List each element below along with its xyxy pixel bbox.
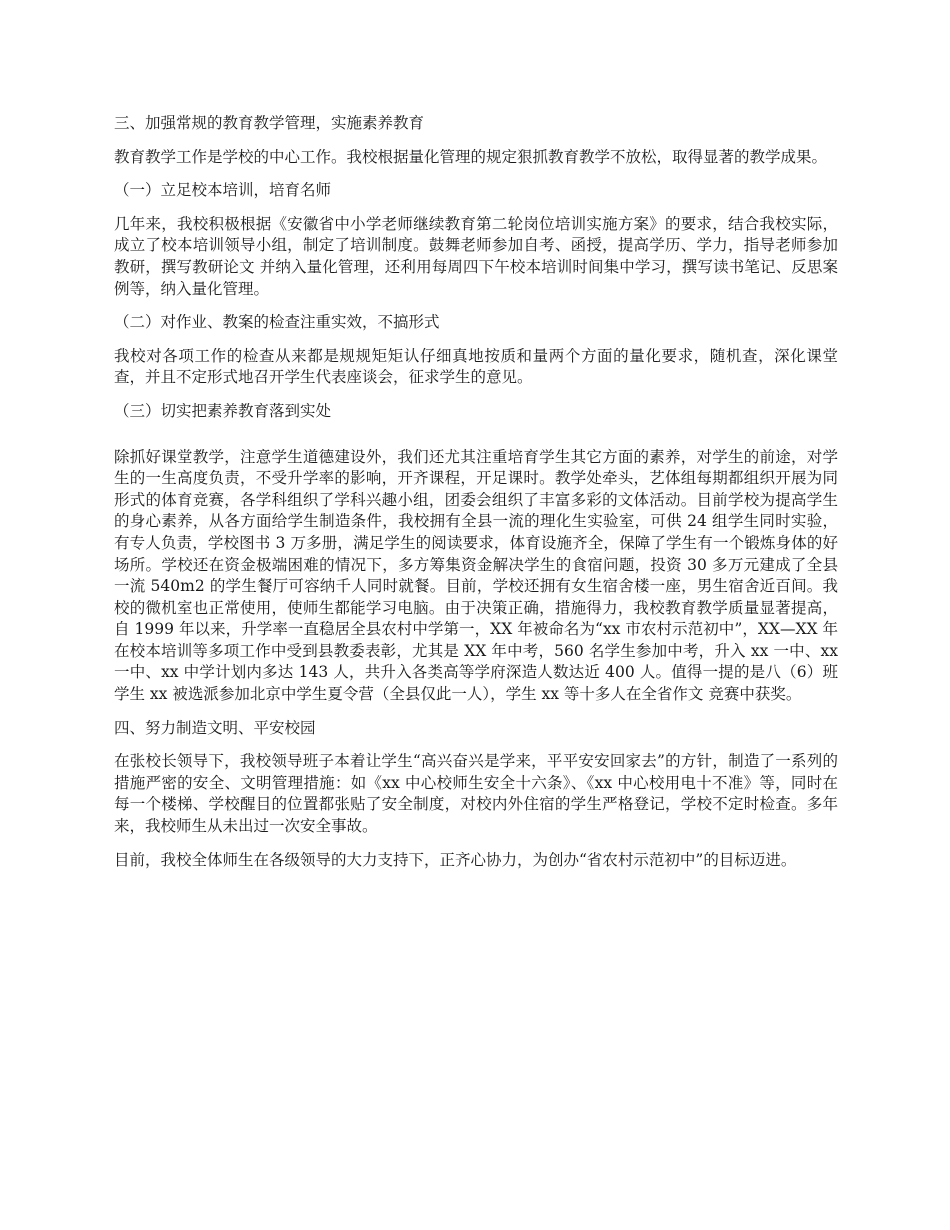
subsection-heading-1: （一）立足校本培训，培育名师 [114, 181, 332, 200]
document-body [114, 113, 838, 883]
paragraph: 我校对各项工作的检查从来都是规规矩矩认仔细真地按质和量两个方面的量化要求，随机查，深化课堂查，并且不定形式地召开学生代表座谈会，征求学生的意见。 [114, 346, 838, 387]
paragraph: 几年来，我校积极根据《安徽省中小学老师继续教育第二轮岗位培训实施方案》的要求，结合我校实际，成立了校本培训领导小组，制定了培训制度。鼓舞老师参加自考、函授，提高学历、学力，指导老师参加教研，撰写教研论文 并纳入量化管理，还利用每周四下午校本培训时间集中学习，撰写读书笔记、反思案例等，纳入量化管理。 [114, 214, 838, 298]
paragraph: 目前，我校全体师生在各级领导的大力支持下，正齐心协力，为创办“省农村示范初中”的目标迈进。 [114, 850, 797, 869]
subsection-heading-3: （三）切实把素养教育落到实处 [114, 401, 332, 420]
paragraph: 除抓好课堂教学，注意学生道德建设外，我们还尤其注重培育学生其它方面的素养，对学生的前途，对学生的一生高度负责，不受升学率的影响，开齐课程，开足课时。教学处牵头，艺体组每期都组织开展为同形式的体育竞赛，各学科组织了学科兴趣小组，团委会组织了丰富多彩的文体活动。目前学校为提高学生的身心素养，从各方面给学生制造条件，我校拥有全县一流的理化生实验室，可供 24 组学生同时实验，有专人负责，学校图书 3 万多册，满足学生的阅读要求，体育设施齐全，保障了学生有一个锻炼身体的好场所。学校还在资金极端困难的情况下，多方筹集资金解决学生的食宿问题，投资 30 多万元建成了全县一流 540m2 的学生餐厅可容纳千人同时就餐。目前，学校还拥有女生宿舍楼一座，男生宿舍近百间。我校的微机室也正常使用，使师生都能学习电脑。由于决策正确，措施得力，我校教育教学质量显著提高，自 1999 年以来，升学率一直稳居全县农村中学第一，XX 年被命名为“xx 市农村示范初中”，XX—XX 年在校本培训等多项工作中受到县教委表彰，尤其是 XX 年中考，560 名学生参加中考，升入 xx 一中、xx 一中、xx 中学计划内多达 143 人，共升入各类高等学府深造人数达近 400 人。值得一提的是八（6）班学生 xx 被选派参加北京中学生夏令营（全县仅此一人），学生 xx 等十多人在全省作文 竞赛中获奖。 [114, 447, 838, 704]
section-heading-3: 三、加强常规的教育教学管理，实施素养教育 [114, 114, 425, 132]
subsection-heading-2: （二）对作业、教案的检查注重实效，不搞形式 [114, 313, 440, 332]
paragraph: 在张校长领导下，我校领导班子本着让学生“高兴奋兴是学来，平平安安回家去”的方针，制造了一系列的措施严密的安全、文明管理措施：如《xx 中心校师生安全十六条》、《xx 中心校用电十不准》等，同时在每一个楼梯、学校醒目的位置都张贴了安全制度，对校内外住宿的学生严格登记，学校不定时检查。多年来，我校师生从未出过一次安全事故。 [114, 752, 838, 836]
section-heading-4: 四、努力制造文明、平安校园 [114, 718, 316, 737]
paragraph: 教育教学工作是学校的中心工作。我校根据量化管理的规定狠抓教育教学不放松，取得显著的教学成果。 [114, 147, 828, 166]
